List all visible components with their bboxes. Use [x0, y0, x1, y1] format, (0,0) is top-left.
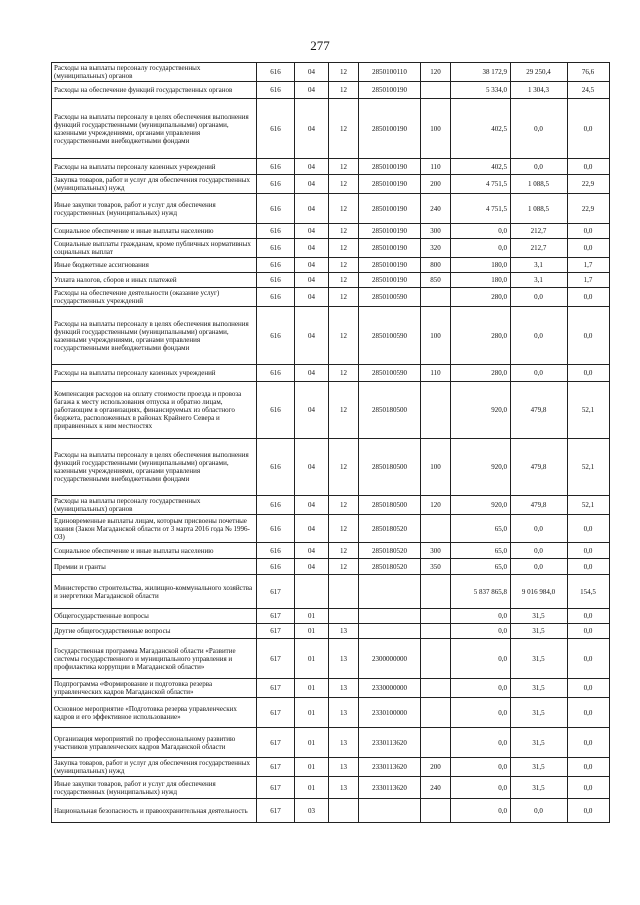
ministry-code-cell: 616: [257, 496, 295, 515]
table-row: [52, 799, 610, 823]
section-code-cell: 01: [295, 609, 329, 624]
subsection-code-cell: 13: [329, 639, 359, 679]
table-row: [52, 609, 610, 624]
planned-amount-cell: 280,0: [451, 365, 511, 382]
execution-percent-cell: 0,0: [568, 515, 610, 543]
table-row: [52, 82, 610, 99]
section-code-cell: 04: [295, 365, 329, 382]
ministry-code-cell: 616: [257, 307, 295, 365]
planned-amount-cell: 65,0: [451, 559, 511, 575]
expense-name-cell: Иные бюджетные ассигнования: [52, 258, 257, 273]
executed-amount-cell: 0,0: [511, 543, 568, 559]
expense-type-cell: 120: [421, 63, 451, 82]
planned-amount-cell: 5 334,0: [451, 82, 511, 99]
expense-name-cell: Иные закупки товаров, работ и услуг для обеспечения государственных (муниципальных) нужд: [52, 194, 257, 224]
expense-name-cell: Расходы на выплаты персоналу в целях обеспечения выполнения функций государственными (муниципальными) органами, казенными учреждениями, органами управления государственными внебюджетными фондами: [52, 99, 257, 159]
execution-percent-cell: 0,0: [568, 698, 610, 728]
executed-amount-cell: 1 088,5: [511, 194, 568, 224]
target-article-cell: 2850180520: [359, 543, 421, 559]
execution-percent-cell: 0,0: [568, 624, 610, 639]
execution-percent-cell: 24,5: [568, 82, 610, 99]
planned-amount-cell: 0,0: [451, 679, 511, 698]
subsection-code-cell: 13: [329, 698, 359, 728]
expense-name-cell: Уплата налогов, сборов и иных платежей: [52, 273, 257, 288]
ministry-code-cell: 616: [257, 273, 295, 288]
execution-percent-cell: 0,0: [568, 365, 610, 382]
planned-amount-cell: 280,0: [451, 288, 511, 307]
executed-amount-cell: 31,5: [511, 609, 568, 624]
subsection-code-cell: 12: [329, 439, 359, 496]
ministry-code-cell: 616: [257, 82, 295, 99]
executed-amount-cell: 0,0: [511, 288, 568, 307]
subsection-code-cell: 13: [329, 758, 359, 777]
ministry-code-cell: 616: [257, 439, 295, 496]
ministry-code-cell: 616: [257, 224, 295, 239]
ministry-code-cell: 617: [257, 728, 295, 758]
expense-type-cell: [421, 624, 451, 639]
target-article-cell: 2850100190: [359, 194, 421, 224]
ministry-code-cell: 616: [257, 382, 295, 439]
section-code-cell: 04: [295, 439, 329, 496]
target-article-cell: [359, 575, 421, 609]
table-row: [52, 559, 610, 575]
expense-type-cell: [421, 639, 451, 679]
planned-amount-cell: 180,0: [451, 258, 511, 273]
planned-amount-cell: 0,0: [451, 609, 511, 624]
section-code-cell: 04: [295, 159, 329, 175]
executed-amount-cell: 3,1: [511, 258, 568, 273]
target-article-cell: 2850100190: [359, 239, 421, 258]
table-row: [52, 698, 610, 728]
ministry-code-cell: 616: [257, 365, 295, 382]
subsection-code-cell: 12: [329, 239, 359, 258]
ministry-code-cell: 617: [257, 679, 295, 698]
section-code-cell: 04: [295, 288, 329, 307]
executed-amount-cell: 0,0: [511, 159, 568, 175]
expense-name-cell: Социальное обеспечение и иные выплаты населению: [52, 224, 257, 239]
subsection-code-cell: 12: [329, 559, 359, 575]
target-article-cell: 2850180500: [359, 439, 421, 496]
target-article-cell: 2850100190: [359, 82, 421, 99]
executed-amount-cell: 3,1: [511, 273, 568, 288]
executed-amount-cell: 9 016 984,0: [511, 575, 568, 609]
table-row: [52, 777, 610, 799]
execution-percent-cell: 154,5: [568, 575, 610, 609]
executed-amount-cell: 31,5: [511, 698, 568, 728]
executed-amount-cell: 0,0: [511, 99, 568, 159]
execution-percent-cell: 0,0: [568, 307, 610, 365]
execution-percent-cell: 52,1: [568, 439, 610, 496]
execution-percent-cell: 0,0: [568, 609, 610, 624]
subsection-code-cell: 12: [329, 159, 359, 175]
execution-percent-cell: 52,1: [568, 496, 610, 515]
ministry-code-cell: 617: [257, 777, 295, 799]
section-code-cell: 04: [295, 63, 329, 82]
execution-percent-cell: 52,1: [568, 382, 610, 439]
expense-name-cell: Подпрограмма «Формирование и подготовка резерва управленческих кадров Магаданской области»: [52, 679, 257, 698]
target-article-cell: 2850180500: [359, 382, 421, 439]
target-article-cell: 2850180520: [359, 559, 421, 575]
planned-amount-cell: 920,0: [451, 382, 511, 439]
expense-name-cell: Единовременные выплаты лицам, которым присвоены почетные звания (Закон Магаданской области от 3 марта 2016 года № 1996-ОЗ): [52, 515, 257, 543]
section-code-cell: 04: [295, 559, 329, 575]
table-row: [52, 99, 610, 159]
ministry-code-cell: 617: [257, 624, 295, 639]
subsection-code-cell: 12: [329, 194, 359, 224]
table-row: [52, 175, 610, 194]
execution-percent-cell: 22,9: [568, 175, 610, 194]
expense-name-cell: Общегосударственные вопросы: [52, 609, 257, 624]
execution-percent-cell: 22,9: [568, 194, 610, 224]
section-code-cell: 04: [295, 239, 329, 258]
expense-name-cell: Расходы на выплаты персоналу государственных (муниципальных) органов: [52, 496, 257, 515]
section-code-cell: 04: [295, 194, 329, 224]
expense-name-cell: Расходы на обеспечение функций государственных органов: [52, 82, 257, 99]
executed-amount-cell: 0,0: [511, 307, 568, 365]
execution-percent-cell: 1,7: [568, 258, 610, 273]
expense-name-cell: Министерство строительства, жилищно-коммунального хозяйства и энергетики Магаданской области: [52, 575, 257, 609]
subsection-code-cell: 12: [329, 258, 359, 273]
planned-amount-cell: 4 751,5: [451, 175, 511, 194]
target-article-cell: 2850180520: [359, 515, 421, 543]
execution-percent-cell: 0,0: [568, 288, 610, 307]
expense-type-cell: [421, 288, 451, 307]
table-row: [52, 624, 610, 639]
executed-amount-cell: 0,0: [511, 365, 568, 382]
expense-name-cell: Расходы на выплаты персоналу казенных учреждений: [52, 365, 257, 382]
execution-percent-cell: 0,0: [568, 758, 610, 777]
ministry-code-cell: 616: [257, 175, 295, 194]
expense-name-cell: Основное мероприятие «Подготовка резерва управленческих кадров и его эффективное использование»: [52, 698, 257, 728]
expense-name-cell: Расходы на выплаты персоналу государственных (муниципальных) органов: [52, 63, 257, 82]
expense-type-cell: 100: [421, 439, 451, 496]
table-row: [52, 239, 610, 258]
planned-amount-cell: 920,0: [451, 496, 511, 515]
expense-type-cell: [421, 799, 451, 823]
planned-amount-cell: 280,0: [451, 307, 511, 365]
expense-name-cell: Закупка товаров, работ и услуг для обеспечения государственных (муниципальных) нужд: [52, 758, 257, 777]
executed-amount-cell: 31,5: [511, 639, 568, 679]
expense-name-cell: Социальные выплаты гражданам, кроме публичных нормативных социальных выплат: [52, 239, 257, 258]
expense-type-cell: 300: [421, 543, 451, 559]
target-article-cell: 2850180500: [359, 496, 421, 515]
budget-table: [51, 62, 610, 823]
subsection-code-cell: [329, 799, 359, 823]
table-row: [52, 159, 610, 175]
subsection-code-cell: 12: [329, 82, 359, 99]
target-article-cell: 2850100190: [359, 224, 421, 239]
execution-percent-cell: 0,0: [568, 679, 610, 698]
subsection-code-cell: 12: [329, 543, 359, 559]
section-code-cell: [295, 575, 329, 609]
expense-type-cell: 240: [421, 777, 451, 799]
table-row: [52, 439, 610, 496]
expense-type-cell: [421, 515, 451, 543]
expense-name-cell: Расходы на выплаты персоналу в целях обеспечения выполнения функций государственными (муниципальными) органами, казенными учреждениями, органами управления государственными внебюджетными фондами: [52, 439, 257, 496]
planned-amount-cell: 65,0: [451, 543, 511, 559]
execution-percent-cell: 0,0: [568, 559, 610, 575]
subsection-code-cell: 13: [329, 679, 359, 698]
executed-amount-cell: 29 250,4: [511, 63, 568, 82]
execution-percent-cell: 0,0: [568, 159, 610, 175]
planned-amount-cell: 402,5: [451, 159, 511, 175]
subsection-code-cell: [329, 575, 359, 609]
section-code-cell: 04: [295, 273, 329, 288]
table-row: [52, 224, 610, 239]
subsection-code-cell: 12: [329, 307, 359, 365]
expense-type-cell: 850: [421, 273, 451, 288]
planned-amount-cell: 402,5: [451, 99, 511, 159]
table-row: [52, 194, 610, 224]
subsection-code-cell: 13: [329, 624, 359, 639]
subsection-code-cell: 12: [329, 496, 359, 515]
ministry-code-cell: 616: [257, 559, 295, 575]
section-code-cell: 01: [295, 698, 329, 728]
execution-percent-cell: 0,0: [568, 799, 610, 823]
ministry-code-cell: 616: [257, 239, 295, 258]
table-row: [52, 679, 610, 698]
expense-type-cell: 120: [421, 496, 451, 515]
executed-amount-cell: 31,5: [511, 758, 568, 777]
target-article-cell: 2850100190: [359, 175, 421, 194]
section-code-cell: 04: [295, 382, 329, 439]
expense-name-cell: Расходы на выплаты персоналу казенных учреждений: [52, 159, 257, 175]
section-code-cell: 04: [295, 224, 329, 239]
ministry-code-cell: 616: [257, 258, 295, 273]
planned-amount-cell: 0,0: [451, 758, 511, 777]
section-code-cell: 01: [295, 777, 329, 799]
expense-type-cell: [421, 698, 451, 728]
section-code-cell: 04: [295, 175, 329, 194]
section-code-cell: 01: [295, 639, 329, 679]
executed-amount-cell: 31,5: [511, 777, 568, 799]
expense-type-cell: 100: [421, 307, 451, 365]
executed-amount-cell: 479,8: [511, 439, 568, 496]
subsection-code-cell: 12: [329, 224, 359, 239]
section-code-cell: 01: [295, 624, 329, 639]
executed-amount-cell: 0,0: [511, 799, 568, 823]
subsection-code-cell: 12: [329, 288, 359, 307]
executed-amount-cell: 479,8: [511, 382, 568, 439]
executed-amount-cell: 31,5: [511, 728, 568, 758]
expense-name-cell: Компенсация расходов на оплату стоимости проезда и провоза багажа к месту использования отпуска и обратно лицам, работающим в организациях, финансируемых из областного бюджета, расположенных в районах Крайнего Севера и приравненных к ним местностях: [52, 382, 257, 439]
expense-type-cell: 110: [421, 365, 451, 382]
execution-percent-cell: 0,0: [568, 639, 610, 679]
executed-amount-cell: 212,7: [511, 224, 568, 239]
executed-amount-cell: 1 304,3: [511, 82, 568, 99]
ministry-code-cell: 616: [257, 63, 295, 82]
subsection-code-cell: 12: [329, 63, 359, 82]
ministry-code-cell: 617: [257, 698, 295, 728]
expense-type-cell: [421, 382, 451, 439]
expense-name-cell: Другие общегосударственные вопросы: [52, 624, 257, 639]
ministry-code-cell: 616: [257, 288, 295, 307]
execution-percent-cell: 0,0: [568, 543, 610, 559]
expense-type-cell: 350: [421, 559, 451, 575]
execution-percent-cell: 0,0: [568, 239, 610, 258]
table-row: [52, 575, 610, 609]
execution-percent-cell: 0,0: [568, 99, 610, 159]
section-code-cell: 04: [295, 82, 329, 99]
planned-amount-cell: 4 751,5: [451, 194, 511, 224]
ministry-code-cell: 616: [257, 515, 295, 543]
ministry-code-cell: 617: [257, 609, 295, 624]
planned-amount-cell: 0,0: [451, 624, 511, 639]
planned-amount-cell: 65,0: [451, 515, 511, 543]
planned-amount-cell: 0,0: [451, 239, 511, 258]
section-code-cell: 04: [295, 515, 329, 543]
expense-type-cell: 240: [421, 194, 451, 224]
expense-type-cell: 110: [421, 159, 451, 175]
ministry-code-cell: 616: [257, 159, 295, 175]
target-article-cell: [359, 609, 421, 624]
target-article-cell: 2330000000: [359, 679, 421, 698]
planned-amount-cell: 5 837 865,8: [451, 575, 511, 609]
target-article-cell: 2850100190: [359, 99, 421, 159]
expense-name-cell: Организация мероприятий по профессиональному развитию участников управленческих кадров Магаданской области: [52, 728, 257, 758]
executed-amount-cell: 479,8: [511, 496, 568, 515]
table-row: [52, 515, 610, 543]
executed-amount-cell: 0,0: [511, 515, 568, 543]
execution-percent-cell: 0,0: [568, 224, 610, 239]
subsection-code-cell: [329, 609, 359, 624]
subsection-code-cell: 12: [329, 273, 359, 288]
execution-percent-cell: 0,0: [568, 777, 610, 799]
target-article-cell: [359, 624, 421, 639]
subsection-code-cell: 12: [329, 365, 359, 382]
planned-amount-cell: 920,0: [451, 439, 511, 496]
table-row: [52, 63, 610, 82]
table-row: [52, 543, 610, 559]
expense-name-cell: Премии и гранты: [52, 559, 257, 575]
expense-name-cell: Иные закупки товаров, работ и услуг для обеспечения государственных (муниципальных) нужд: [52, 777, 257, 799]
target-article-cell: 2330113620: [359, 777, 421, 799]
executed-amount-cell: 31,5: [511, 624, 568, 639]
execution-percent-cell: 1,7: [568, 273, 610, 288]
executed-amount-cell: 1 088,5: [511, 175, 568, 194]
target-article-cell: 2850100190: [359, 273, 421, 288]
planned-amount-cell: 38 172,9: [451, 63, 511, 82]
target-article-cell: 2330113620: [359, 728, 421, 758]
section-code-cell: 04: [295, 307, 329, 365]
subsection-code-cell: 12: [329, 175, 359, 194]
ministry-code-cell: 617: [257, 575, 295, 609]
expense-type-cell: [421, 728, 451, 758]
section-code-cell: 01: [295, 728, 329, 758]
expense-type-cell: 200: [421, 758, 451, 777]
table-row: [52, 258, 610, 273]
planned-amount-cell: 0,0: [451, 698, 511, 728]
expense-type-cell: [421, 82, 451, 99]
ministry-code-cell: 617: [257, 639, 295, 679]
expense-type-cell: 100: [421, 99, 451, 159]
target-article-cell: 2850100110: [359, 63, 421, 82]
table-row: [52, 496, 610, 515]
target-article-cell: 2330113620: [359, 758, 421, 777]
section-code-cell: 04: [295, 258, 329, 273]
expense-type-cell: 200: [421, 175, 451, 194]
target-article-cell: 2850100590: [359, 288, 421, 307]
subsection-code-cell: 12: [329, 382, 359, 439]
section-code-cell: 04: [295, 99, 329, 159]
subsection-code-cell: 12: [329, 515, 359, 543]
ministry-code-cell: 617: [257, 799, 295, 823]
execution-percent-cell: 76,6: [568, 63, 610, 82]
expense-type-cell: [421, 609, 451, 624]
table-row: [52, 728, 610, 758]
target-article-cell: 2850100590: [359, 365, 421, 382]
table-row: [52, 365, 610, 382]
subsection-code-cell: 13: [329, 728, 359, 758]
executed-amount-cell: 212,7: [511, 239, 568, 258]
target-article-cell: 2850100190: [359, 258, 421, 273]
expense-name-cell: Расходы на выплаты персоналу в целях обеспечения выполнения функций государственными (муниципальными) органами, казенными учреждениями, органами управления государственными внебюджетными фондами: [52, 307, 257, 365]
expense-name-cell: Государственная программа Магаданской области «Развитие системы государственного и муниципального управления и профилактика коррупции в Магаданской области»: [52, 639, 257, 679]
table-row: [52, 639, 610, 679]
section-code-cell: 01: [295, 679, 329, 698]
section-code-cell: 01: [295, 758, 329, 777]
table-row: [52, 273, 610, 288]
planned-amount-cell: 0,0: [451, 224, 511, 239]
expense-type-cell: 300: [421, 224, 451, 239]
planned-amount-cell: 0,0: [451, 728, 511, 758]
executed-amount-cell: 31,5: [511, 679, 568, 698]
section-code-cell: 03: [295, 799, 329, 823]
table-body: [52, 63, 610, 823]
page-number: 277: [310, 38, 330, 53]
expense-type-cell: 800: [421, 258, 451, 273]
expense-name-cell: Расходы на обеспечение деятельности (оказание услуг) государственных учреждений: [52, 288, 257, 307]
expense-type-cell: 320: [421, 239, 451, 258]
table-row: [52, 288, 610, 307]
table-row: [52, 758, 610, 777]
table-row: [52, 307, 610, 365]
executed-amount-cell: 0,0: [511, 559, 568, 575]
expense-type-cell: [421, 575, 451, 609]
target-article-cell: 2850100190: [359, 159, 421, 175]
planned-amount-cell: 0,0: [451, 799, 511, 823]
expense-name-cell: Социальное обеспечение и иные выплаты населению: [52, 543, 257, 559]
section-code-cell: 04: [295, 543, 329, 559]
expense-name-cell: Закупка товаров, работ и услуг для обеспечения государственных (муниципальных) нужд: [52, 175, 257, 194]
execution-percent-cell: 0,0: [568, 728, 610, 758]
ministry-code-cell: 616: [257, 99, 295, 159]
subsection-code-cell: 12: [329, 99, 359, 159]
subsection-code-cell: 13: [329, 777, 359, 799]
ministry-code-cell: 616: [257, 543, 295, 559]
target-article-cell: 2850100590: [359, 307, 421, 365]
ministry-code-cell: 617: [257, 758, 295, 777]
section-code-cell: 04: [295, 496, 329, 515]
planned-amount-cell: 0,0: [451, 777, 511, 799]
planned-amount-cell: 180,0: [451, 273, 511, 288]
ministry-code-cell: 616: [257, 194, 295, 224]
expense-type-cell: [421, 679, 451, 698]
target-article-cell: 2300000000: [359, 639, 421, 679]
target-article-cell: [359, 799, 421, 823]
table-row: [52, 382, 610, 439]
planned-amount-cell: 0,0: [451, 639, 511, 679]
expense-name-cell: Национальная безопасность и правоохранительная деятельность: [52, 799, 257, 823]
target-article-cell: 2330100000: [359, 698, 421, 728]
